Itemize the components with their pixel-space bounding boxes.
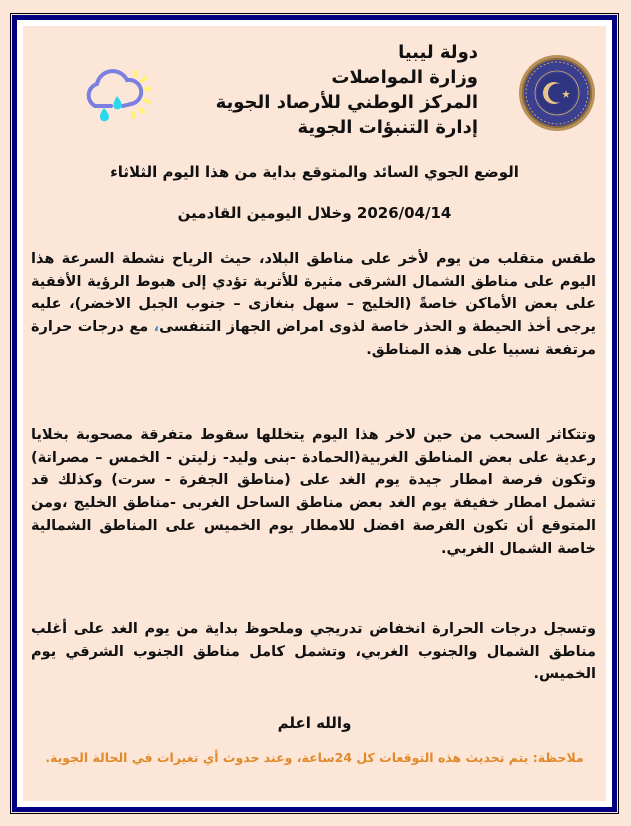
center-name: المركز الوطني للأرصاد الجوية bbox=[215, 92, 478, 113]
paragraph-temperature: وتسجل درجات الحرارة انخفاض تدريجي وملحوظ بداية من يوم الغد على أغلب مناطق الشمال والجنوب الغربي، وتشمل كامل مناطق الجنوب الشرقي يوم الخميس. bbox=[31, 621, 596, 683]
letterhead-text bbox=[158, 40, 478, 140]
document-page bbox=[23, 26, 606, 801]
paragraph-clouds-rain: وتتكاثر السحب من حين لاخر هذا اليوم يتخللها سقوط متفرقة مصحوبة بخلايا رعدية على بعض المناطق الغربية(الحمادة -بنى وليد- زليتن - الخمس – مصراتة) وتكون فرصة امطار جيدة يوم الغد على (مناطق الجفرة - سرت) وكذلك قد تشمل امطار خفيفة يوم الغد بعض مناطق الساحل الغربى -مناطق الخليج ،ومن المتوقع أن تكون الفرصة افضل للامطار يوم الخميس على المناطق الشمالية خاصة الشمال الغربي. bbox=[31, 427, 596, 557]
letterhead bbox=[23, 32, 606, 157]
department-name: إدارة التنبؤات الجوية bbox=[297, 117, 478, 138]
libya-emblem-icon bbox=[518, 54, 596, 132]
closing-phrase: والله اعلم bbox=[277, 714, 352, 732]
report-title: الوضع الجوي السائد والمتوقع بداية من هذا اليوم الثلاثاء bbox=[110, 163, 519, 181]
country-name: دولة ليبيا bbox=[398, 42, 478, 63]
paragraph-winds bbox=[31, 248, 596, 362]
ministry-name: وزارة المواصلات bbox=[331, 67, 478, 88]
update-note: ملاحظة: يتم تحديث هذه التوقعات كل 24ساعة، وعند حدوث أي تغيرات في الحالة الجوية. bbox=[45, 750, 584, 765]
report-date-line: 2026/04/14 وخلال اليومين القادمين bbox=[177, 204, 452, 222]
blue-comma: ، bbox=[153, 319, 160, 336]
paragraph-winds-text-end: مع درجات حرارة مرتفعة نسبيا على هذه المناطق. bbox=[31, 319, 596, 358]
cloud-rain-sun-icon bbox=[73, 62, 163, 132]
paragraph-winds-text: طقس متقلب من يوم لأخر على مناطق البلاد، حيث الرياح نشطة السرعة هذا اليوم على مناطق الشمال الشرقى مثيرة للأتربة تؤدي إلى هبوط الرؤية الأفقية على بعض الأماكن خاصةً (الخليج – سهل بنغازى – جنوب الجبل الاخضر)، عليه يرجى أخذ الحيطة و الحذر خاصة لذوى امراض الجهاز التنفسى bbox=[31, 251, 596, 336]
